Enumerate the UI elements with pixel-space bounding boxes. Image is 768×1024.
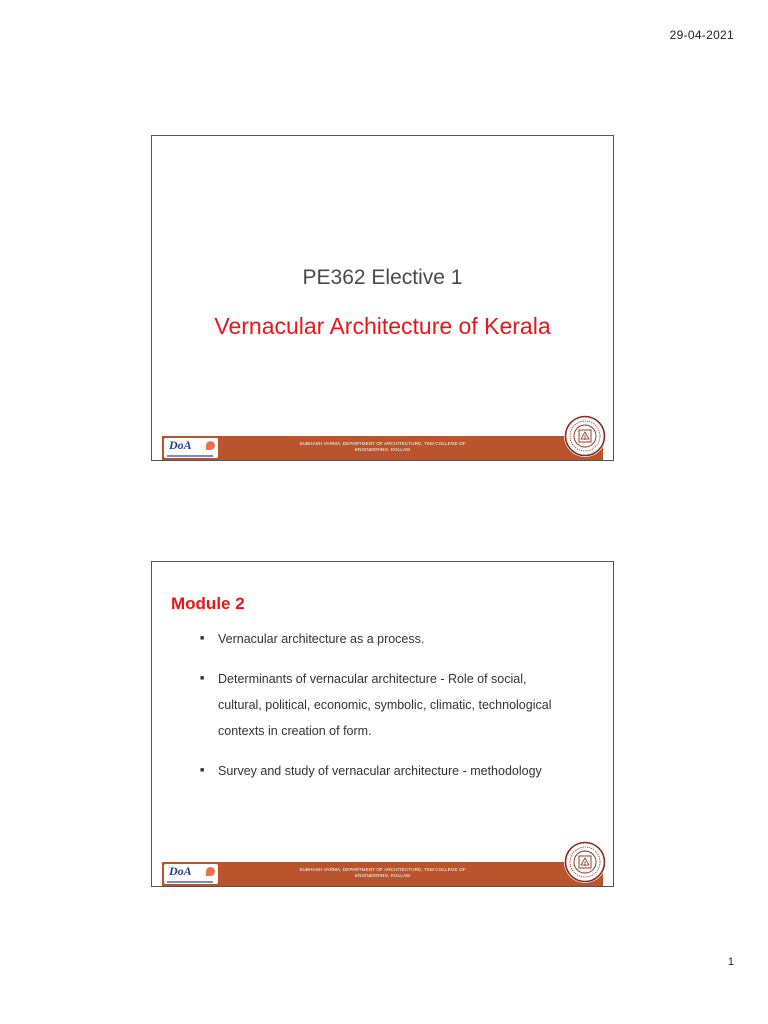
slide-title-text: Vernacular Architecture of Kerala bbox=[214, 313, 551, 339]
slide-module bbox=[151, 561, 614, 887]
bullet-icon: ■ bbox=[200, 635, 205, 642]
doa-logo-icon bbox=[164, 438, 218, 458]
page-date: 29-04-2021 bbox=[669, 28, 734, 42]
college-emblem-icon bbox=[564, 415, 606, 457]
module-heading: Module 2 bbox=[171, 594, 245, 613]
doa-logo-text: DoA bbox=[169, 438, 192, 452]
bullet-icon: ■ bbox=[200, 767, 205, 774]
college-emblem-icon bbox=[564, 841, 606, 883]
slide-footer-text: SUBHASH VARMA, DEPARTMENT OF ARCHITECTURE, TKM COLLEGE OF ENGINEERING, KOLLAM bbox=[299, 441, 466, 452]
list-item: ■ Survey and study of vernacular architecture - methodology bbox=[200, 758, 573, 784]
page-number: 1 bbox=[727, 956, 734, 968]
list-item: ■ Determinants of vernacular architecture - Role of social, cultural, political, economic, symbolic, climatic, technological contexts in creation of form. bbox=[200, 666, 573, 744]
slide-footer-text: SUBHASH VARMA, DEPARTMENT OF ARCHITECTURE, TKM COLLEGE OF ENGINEERING, KOLLAM bbox=[299, 867, 466, 878]
bullet-icon: ■ bbox=[200, 675, 205, 682]
module-bullet-list bbox=[200, 626, 573, 798]
list-item: ■ Vernacular architecture as a process. bbox=[200, 626, 573, 652]
slide-subtitle: PE362 Elective 1 bbox=[302, 266, 463, 289]
doa-logo-icon bbox=[164, 864, 218, 884]
doa-logo-text: DoA bbox=[169, 864, 192, 878]
slide-title bbox=[151, 135, 614, 461]
slide-footer-bar bbox=[162, 436, 603, 460]
slide-footer-bar bbox=[162, 862, 603, 886]
